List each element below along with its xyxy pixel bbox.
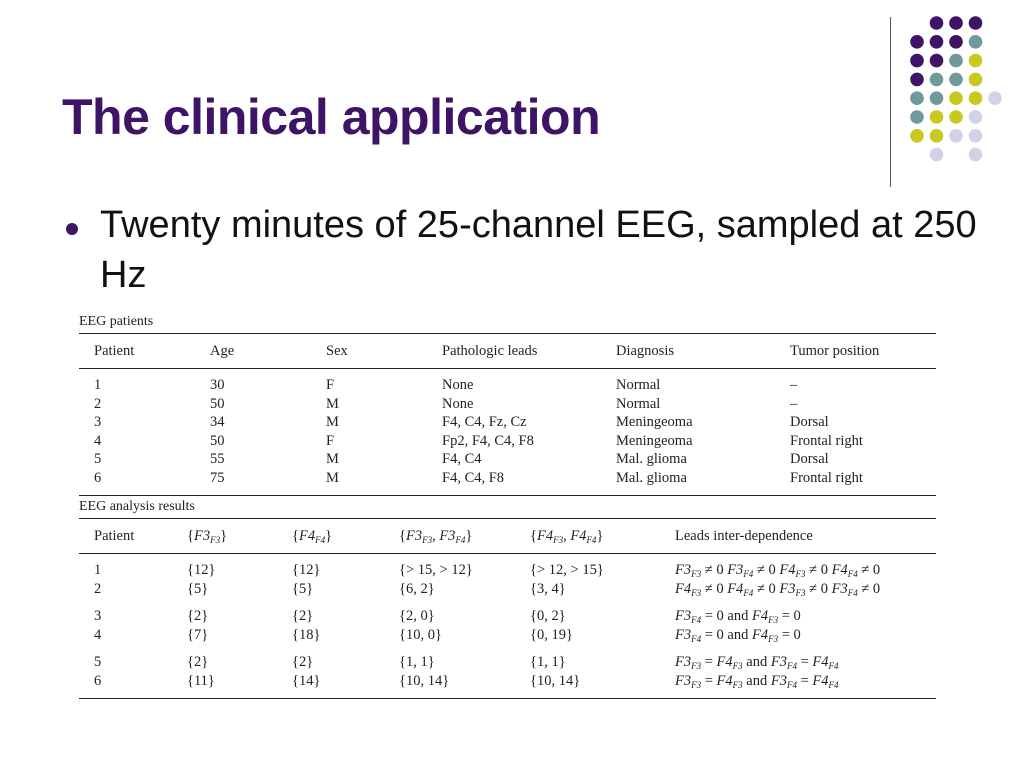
decorative-dot [949, 91, 963, 105]
table-cell: 3 [94, 414, 102, 430]
table-row [79, 432, 936, 451]
table-cell: Frontal right [790, 469, 863, 486]
table-cell: F4, C4, F8 [442, 469, 505, 486]
decorative-dot [949, 16, 963, 30]
table-cell: {11} [187, 672, 215, 689]
table-header-cell: Leads inter-dependence [675, 528, 813, 544]
table-cell: M [326, 414, 339, 430]
table-cell: $F4_{F3} \ne 0$ $F4_{F4} \ne 0$ $F3_{F3} \ne 0$ $F3_{F4} \ne 0$ [675, 580, 881, 598]
table-header-cell: Patient [94, 343, 135, 359]
table-cell: 1 [94, 377, 102, 393]
table-row [79, 395, 936, 414]
table-cell: {3, 4} [530, 580, 566, 597]
table-row [79, 653, 936, 672]
table-cell: 30 [210, 377, 225, 393]
decorative-dot [949, 73, 963, 87]
decorative-dot [969, 16, 983, 30]
decorative-dot [930, 73, 944, 87]
table-row [79, 607, 936, 626]
table-header-cell: Diagnosis [616, 343, 674, 359]
table-cell: {0, 19} [530, 626, 573, 643]
table-cell: $F3_{F4} = 0$ and $F4_{F3} = 0$ [675, 608, 801, 625]
table-cell: Meningeoma [616, 414, 693, 430]
decorative-dot [949, 110, 963, 124]
table-cell: $F3_{F3} = F4_{F3}$ and $F3_{F4} = F4_{F4}$ [675, 672, 839, 690]
table-cell: {5} [292, 580, 314, 597]
decorative-dot [910, 73, 924, 87]
table-cell: {> 12, > 15} [530, 562, 604, 578]
table-cell: M [326, 451, 339, 467]
table-cell: {5} [187, 580, 209, 597]
table-cell: 5 [94, 654, 102, 670]
table-cell: M [326, 395, 339, 412]
table-cell: 5 [94, 451, 102, 467]
table-cell: 50 [210, 432, 225, 449]
table-cell: 34 [210, 414, 225, 430]
table-cell: {7} [187, 626, 209, 643]
table-header-cell: Sex [326, 343, 348, 359]
table-cell: M [326, 469, 339, 486]
title-divider-line [890, 17, 891, 187]
table-row [79, 450, 936, 469]
decorative-dot [930, 91, 944, 105]
table-cell: 50 [210, 395, 225, 412]
patients-table-caption: EEG patients [79, 314, 154, 329]
table-cell: Normal [616, 377, 661, 393]
table-cell: {14} [292, 672, 321, 689]
table-cell: {10, 0} [399, 626, 442, 643]
table-cell: F [326, 432, 335, 449]
eeg-tables [79, 311, 936, 699]
table-cell: Normal [616, 395, 661, 412]
table-cell: {2} [187, 608, 209, 624]
table-cell: {2} [187, 654, 209, 670]
table-cell: $F3_{F3} = F4_{F3}$ and $F3_{F4} = F4_{F4}$ [675, 654, 839, 671]
table-cell: F4, C4, Fz, Cz [442, 414, 527, 430]
decorative-dot [910, 129, 924, 143]
decorative-dot [969, 110, 983, 124]
table-header-cell: Patient [94, 528, 135, 544]
table-cell: {2} [292, 608, 314, 624]
table-header-cell: Tumor position [790, 343, 880, 359]
table-cell: $F3_{F3} \ne 0$ $F3_{F4} \ne 0$ $F4_{F3} \ne 0$ $F4_{F4} \ne 0$ [675, 562, 881, 579]
table-cell: F [326, 377, 335, 393]
table-row [79, 469, 936, 488]
slide-title: The clinical application [62, 89, 601, 145]
table-cell: {18} [292, 626, 321, 643]
bullet-list [60, 200, 980, 300]
table-cell: None [442, 395, 474, 412]
decorative-dot [969, 148, 983, 162]
table-header-cell: $\{F3_{F3}\}$ [187, 528, 228, 545]
table-cell: 2 [94, 395, 102, 412]
decorative-dot [930, 148, 944, 162]
table-header-cell: Pathologic leads [442, 343, 538, 359]
decorative-dot [969, 54, 983, 68]
decorative-dot [949, 129, 963, 143]
table-cell: 55 [210, 451, 225, 467]
table-cell: 1 [94, 562, 102, 578]
table-cell: 75 [210, 469, 225, 486]
table-rule [79, 698, 936, 699]
table-row [79, 561, 936, 580]
decorative-dot [949, 54, 963, 68]
decorative-dot [910, 54, 924, 68]
table-cell: None [442, 377, 474, 393]
table-cell: Meningeoma [616, 432, 693, 449]
table-cell: {0, 2} [530, 608, 566, 624]
table-cell: {2} [292, 654, 314, 670]
table-cell: 6 [94, 672, 102, 689]
table-cell: {12} [292, 562, 321, 578]
decorative-dot [930, 35, 944, 49]
table-row [79, 413, 936, 432]
decorative-dot [969, 129, 983, 143]
table-cell: {> 15, > 12} [399, 562, 473, 578]
table-cell: {10, 14} [399, 672, 450, 689]
table-cell: {6, 2} [399, 580, 435, 597]
patients-table-header [79, 334, 936, 368]
table-cell: Frontal right [790, 432, 863, 449]
table-cell: $F3_{F4} = 0$ and $F4_{F3} = 0$ [675, 626, 801, 644]
decorative-dot [969, 35, 983, 49]
decorative-dot [949, 35, 963, 49]
table-row [79, 672, 936, 691]
analysis-table-body [79, 561, 936, 690]
table-header-cell: {$F3_{F3}$, $F3_{F4}$} [399, 528, 473, 545]
table-cell: {1, 1} [399, 654, 435, 670]
decorative-dot [969, 73, 983, 87]
table-header-cell: {$F4_{F3}$, $F4_{F4}$} [530, 528, 604, 545]
table-cell: {12} [187, 562, 216, 578]
table-cell: Dorsal [790, 414, 829, 430]
table-cell: – [790, 395, 798, 412]
table-cell: Mal. glioma [616, 469, 687, 486]
decorative-dot [910, 110, 924, 124]
table-cell: 6 [94, 469, 102, 486]
decorative-dot [930, 129, 944, 143]
table-header-cell: $\{F4_{F4}\}$ [292, 528, 333, 545]
table-cell: Dorsal [790, 451, 829, 467]
decorative-dot [969, 91, 983, 105]
decorative-dot [930, 54, 944, 68]
table-row [79, 376, 936, 395]
patients-table-body [79, 376, 936, 487]
table-header-cell: Age [210, 343, 235, 359]
analysis-table-header [79, 519, 936, 553]
table-row [79, 626, 936, 645]
table-cell: – [790, 377, 798, 393]
decorative-dot [988, 91, 1002, 105]
table-cell: Mal. glioma [616, 451, 687, 467]
table-row [79, 580, 936, 599]
bullet-text: Twenty minutes of 25-channel EEG, sampled at 250 Hz [100, 204, 977, 296]
decorative-dot [910, 91, 924, 105]
decorative-dot [910, 35, 924, 49]
analysis-table-caption: EEG analysis results [79, 499, 195, 514]
table-cell: {10, 14} [530, 672, 581, 689]
table-cell: 3 [94, 608, 102, 624]
table-cell: {2, 0} [399, 608, 435, 624]
table-cell: 4 [94, 626, 102, 643]
table-cell: Fp2, F4, C4, F8 [442, 432, 534, 449]
table-cell: 4 [94, 432, 102, 449]
table-cell: F4, C4 [442, 451, 482, 467]
decorative-dot [930, 16, 944, 30]
table-cell: 2 [94, 580, 102, 597]
table-cell: {1, 1} [530, 654, 566, 670]
bullet-dot-icon [66, 223, 78, 235]
decorative-dot [930, 110, 944, 124]
